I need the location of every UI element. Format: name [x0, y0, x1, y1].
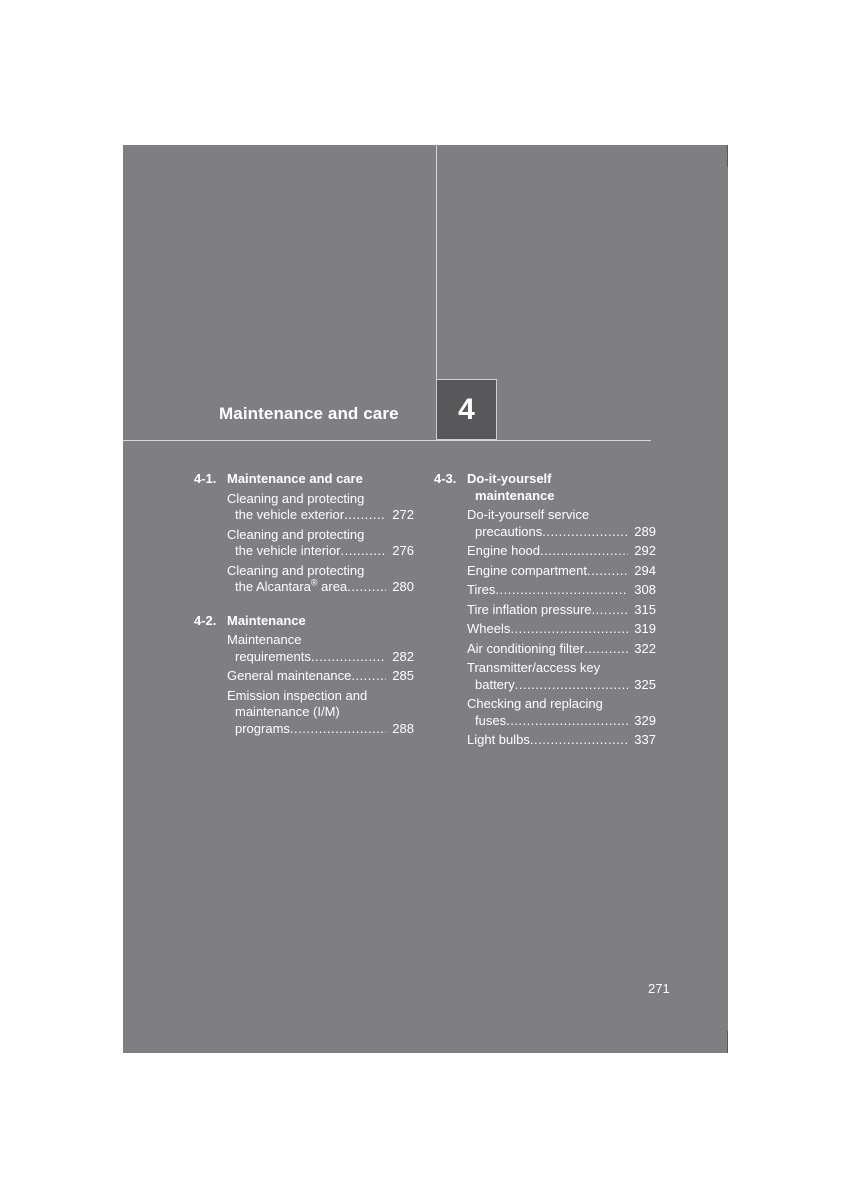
dot-leader: [344, 507, 386, 524]
dot-leader: [542, 524, 628, 541]
entry-label: Cleaning and protecting: [227, 526, 365, 542]
toc-entry[interactable]: [467, 582, 656, 599]
entry-label: battery: [475, 676, 515, 692]
section-title-line: Do-it-yourself: [467, 471, 552, 486]
section-number: 4-1.: [194, 471, 217, 486]
dot-leader: [510, 621, 628, 638]
section-title: Maintenance and care: [227, 471, 363, 486]
entry-page: 325: [634, 676, 656, 692]
registered-mark: ®: [310, 577, 318, 588]
entry-page: 288: [392, 720, 414, 736]
entry-label: Emission inspection and: [227, 687, 368, 703]
section-heading[interactable]: [194, 471, 414, 488]
toc-entry[interactable]: [467, 543, 656, 560]
toc-entry[interactable]: [467, 602, 656, 619]
chapter-number-tab[interactable]: [436, 379, 497, 440]
toc-entry[interactable]: [227, 527, 414, 560]
toc-right-column: [434, 471, 656, 749]
toc-entry[interactable]: [227, 491, 414, 524]
toc-entry[interactable]: [227, 632, 414, 665]
entry-label: General maintenance: [227, 668, 352, 683]
dot-leader: [341, 543, 387, 560]
entry-page: 329: [634, 712, 656, 728]
toc-entry[interactable]: [467, 563, 656, 580]
entry-label: Cleaning and protecting: [227, 490, 365, 506]
entry-label: Engine compartment: [467, 562, 587, 578]
entry-page: 337: [634, 732, 656, 747]
toc-entry[interactable]: [467, 696, 656, 729]
dot-leader: [506, 713, 628, 730]
toc-entry[interactable]: [227, 688, 414, 738]
entry-page: 280: [392, 579, 414, 594]
toc-entry[interactable]: [467, 641, 656, 658]
entry-page: 319: [634, 621, 656, 636]
page-number: 271: [648, 981, 670, 996]
entry-label: the Alcantara® area: [235, 577, 348, 594]
entry-label: Wheels: [467, 621, 511, 636]
entry-page: 315: [634, 601, 656, 617]
section-heading[interactable]: [194, 613, 414, 630]
toc-left-column: [194, 471, 414, 737]
toc-entry[interactable]: [227, 668, 414, 685]
entry-label: Checking and replacing: [467, 696, 603, 711]
dot-leader: [351, 668, 386, 685]
entry-page: 285: [392, 668, 414, 683]
chapter-number: 4: [458, 392, 475, 426]
dot-leader: [311, 649, 386, 666]
entry-label: Tire inflation pressure: [467, 601, 592, 617]
section-number: 4-3.: [434, 471, 457, 486]
entry-label: precautions: [475, 523, 543, 539]
section-heading[interactable]: [434, 471, 656, 504]
entry-label: Maintenance: [227, 632, 302, 647]
entry-page: 276: [392, 543, 414, 558]
entry-label: Cleaning and protecting: [227, 562, 365, 578]
entry-label: Tires: [467, 582, 496, 597]
entry-page: 294: [634, 562, 656, 578]
entry-page: 289: [634, 523, 656, 539]
section-title-line: maintenance: [475, 487, 555, 503]
entry-label: maintenance (I/M): [235, 704, 340, 719]
divider-horizontal: [123, 440, 651, 441]
chapter-title: Maintenance and care: [219, 404, 399, 423]
dot-leader: [290, 721, 386, 738]
entry-page: 292: [634, 543, 656, 558]
entry-page: 272: [392, 507, 414, 522]
entry-label: Air conditioning filter: [467, 640, 585, 656]
toc-entry[interactable]: [227, 563, 414, 596]
entry-label: Transmitter/access key: [467, 660, 601, 675]
dot-leader: [530, 732, 628, 749]
section-title: Maintenance: [227, 612, 306, 628]
dot-leader: [515, 677, 628, 694]
entry-label: requirements: [235, 648, 311, 664]
entry-label: Engine hood: [467, 543, 541, 558]
entry-label: the vehicle exterior: [235, 507, 345, 522]
toc-entry[interactable]: [467, 660, 656, 693]
entry-page: 308: [634, 582, 656, 597]
entry-label: Do-it-yourself service: [467, 507, 590, 522]
section-number: 4-2.: [194, 612, 217, 628]
toc-entry[interactable]: [467, 732, 656, 749]
toc-entry[interactable]: [467, 507, 656, 540]
entry-page: 282: [392, 648, 414, 664]
entry-label: Light bulbs: [467, 732, 530, 747]
entry-label: fuses: [475, 712, 507, 728]
dot-leader: [540, 543, 628, 560]
divider-vertical: [436, 145, 437, 379]
toc-entry[interactable]: [467, 621, 656, 638]
trim-mark-bottom: [727, 1031, 728, 1053]
dot-leader: [347, 579, 386, 596]
dot-leader: [584, 641, 628, 658]
entry-label: the vehicle interior: [235, 543, 341, 558]
entry-page: 322: [634, 640, 656, 656]
dot-leader: [592, 602, 628, 619]
dot-leader: [495, 582, 628, 599]
entry-label: programs: [235, 720, 290, 736]
trim-mark-top: [727, 145, 728, 167]
dot-leader: [587, 563, 628, 580]
